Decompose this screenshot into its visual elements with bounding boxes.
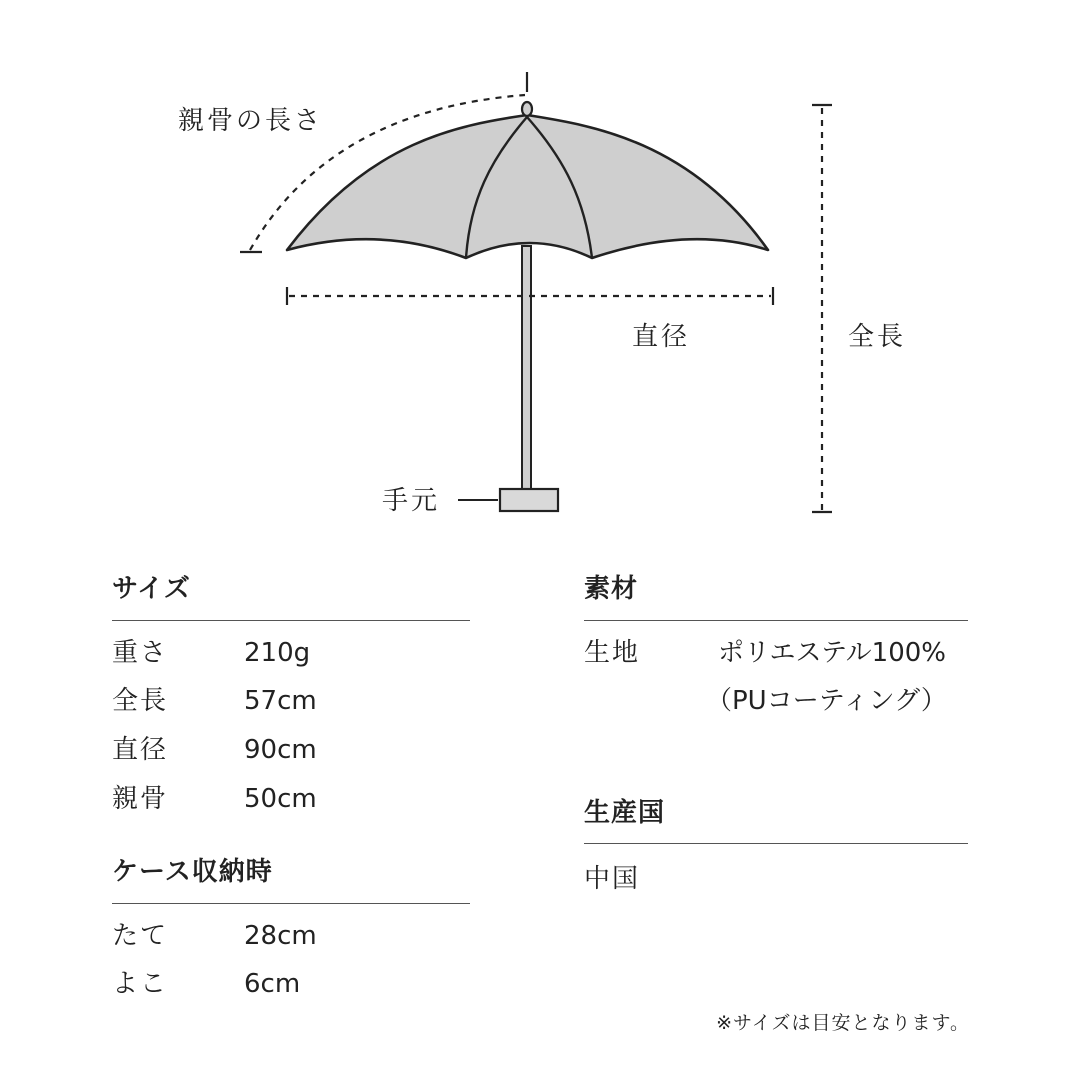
size-row-value: 57cm — [244, 686, 317, 716]
rib-length-label: 親骨の長さ — [178, 106, 324, 136]
case-section-title: ケース収納時 — [112, 857, 273, 887]
origin-section-divider — [584, 843, 968, 844]
size-row-value: 210g — [244, 638, 311, 668]
total-length-label: 全長 — [848, 322, 907, 352]
diameter-label: 直径 — [632, 322, 691, 352]
material-section-title: 素材 — [584, 574, 639, 604]
umbrella-shaft — [522, 246, 531, 490]
size-section — [112, 576, 191, 602]
umbrella-canopy — [287, 115, 768, 258]
handle-label: 手元 — [382, 486, 441, 516]
case-row-value: 6cm — [244, 969, 301, 999]
case-row-label: よこ — [112, 969, 169, 999]
size-row-value: 90cm — [244, 735, 317, 765]
size-section-divider — [112, 620, 470, 621]
size-row-label: 親骨 — [112, 784, 169, 814]
origin-section — [584, 800, 665, 826]
case-section-divider — [112, 903, 470, 904]
material-row-value-note: （PUコーティング） — [706, 686, 947, 716]
case-row-value: 28cm — [244, 921, 317, 951]
size-row-label: 全長 — [112, 686, 169, 716]
case-section — [112, 859, 273, 885]
size-row-label: 重さ — [112, 638, 169, 668]
material-row-label: 生地 — [584, 638, 641, 668]
origin-section-title: 生産国 — [584, 798, 666, 828]
size-row-label: 直径 — [112, 735, 169, 765]
material-section — [584, 576, 638, 602]
material-section-divider — [584, 620, 968, 621]
size-section-title: サイズ — [112, 574, 191, 604]
size-disclaimer-note: ※サイズは目安となります。 — [716, 1012, 970, 1034]
case-row-label: たて — [112, 921, 169, 951]
size-row-value: 50cm — [244, 784, 317, 814]
umbrella-handle — [500, 489, 558, 511]
material-row-value: ポリエステル100% — [718, 638, 946, 668]
umbrella-tip — [522, 102, 532, 116]
origin-value: 中国 — [584, 864, 641, 894]
